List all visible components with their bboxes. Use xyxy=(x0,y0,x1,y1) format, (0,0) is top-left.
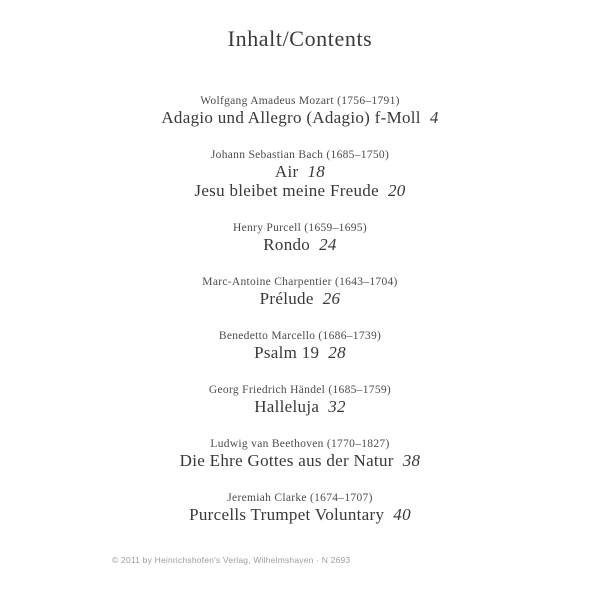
piece-title: Purcells Trumpet Voluntary xyxy=(189,505,385,524)
composer-line: Ludwig van Beethoven (1770–1827) xyxy=(210,438,390,450)
piece-line xyxy=(0,181,600,200)
composer-line: Benedetto Marcello (1686–1739) xyxy=(218,330,382,342)
piece-line xyxy=(0,162,600,181)
copyright-footer: © 2011 by Heinrichshofen's Verlag, Wilhelmshaven · N 2693 xyxy=(112,555,351,565)
piece-title: Air xyxy=(274,162,299,181)
piece-page-number: 28 xyxy=(328,343,346,362)
piece-title: Jesu bleibet meine Freude xyxy=(194,181,379,200)
piece-title: Rondo xyxy=(263,235,311,254)
contents-entry xyxy=(0,383,600,416)
contents-entry xyxy=(0,329,600,362)
contents-entry xyxy=(0,94,600,127)
piece-title: Psalm 19 xyxy=(254,343,320,362)
contents-entry xyxy=(0,491,600,524)
piece-page-number: 4 xyxy=(429,108,439,127)
piece-page-number: 18 xyxy=(307,162,326,181)
piece-title: Adagio und Allegro (Adagio) f-Moll xyxy=(161,108,421,127)
piece-line xyxy=(0,451,600,470)
piece-title: Halleluja xyxy=(254,397,320,416)
piece-line xyxy=(0,289,600,308)
composer-line: Wolfgang Amadeus Mozart (1756–1791) xyxy=(200,95,400,107)
contents-entry xyxy=(0,275,600,308)
piece-page-number: 32 xyxy=(328,397,346,416)
contents-entry xyxy=(0,437,600,470)
piece-line xyxy=(0,505,600,524)
piece-page-number: 40 xyxy=(393,505,411,524)
composer-line: Jeremiah Clarke (1674–1707) xyxy=(227,492,373,504)
piece-title: Prélude xyxy=(259,289,314,308)
composer-line: Johann Sebastian Bach (1685–1750) xyxy=(210,149,390,161)
piece-line xyxy=(0,108,600,127)
piece-page-number: 20 xyxy=(387,181,406,200)
contents-entry xyxy=(0,148,600,200)
composer-line: Georg Friedrich Händel (1685–1759) xyxy=(208,384,392,396)
composer-line: Henry Purcell (1659–1695) xyxy=(233,222,367,234)
piece-page-number: 26 xyxy=(322,289,341,308)
contents-list xyxy=(0,94,600,524)
piece-line xyxy=(0,235,600,254)
contents-entry xyxy=(0,221,600,254)
piece-line xyxy=(0,397,600,416)
piece-page-number: 38 xyxy=(402,451,421,470)
piece-line xyxy=(0,343,600,362)
piece-title: Die Ehre Gottes aus der Natur xyxy=(179,451,394,470)
composer-line: Marc-Antoine Charpentier (1643–1704) xyxy=(202,276,398,288)
piece-page-number: 24 xyxy=(319,235,337,254)
page-title: Inhalt/Contents xyxy=(227,26,373,51)
